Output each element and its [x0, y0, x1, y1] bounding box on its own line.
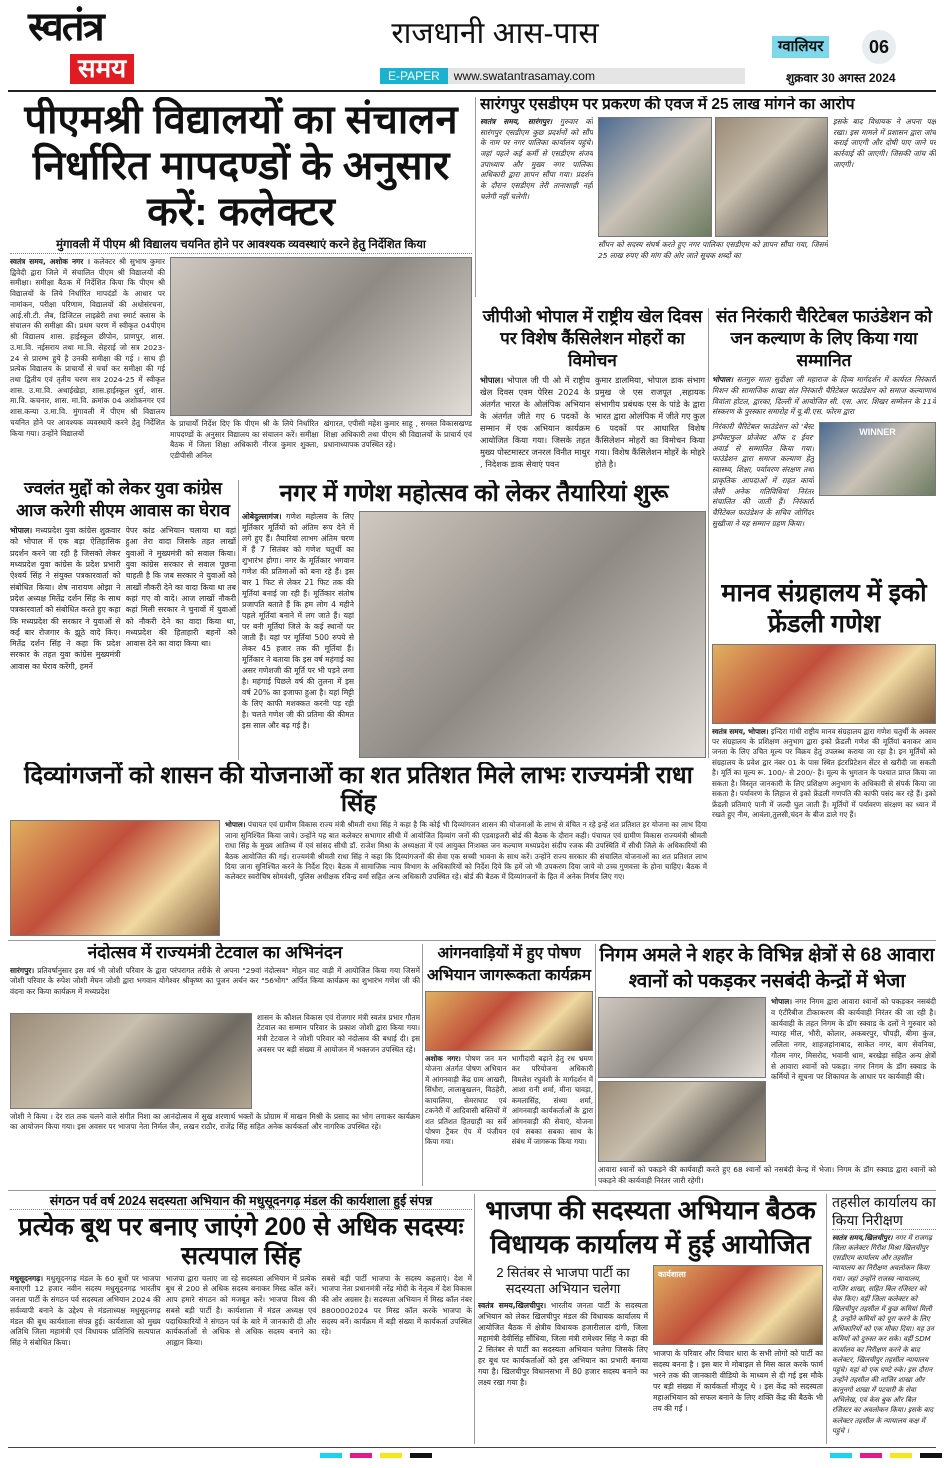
a3-text: भोपाल जी पी ओ में राष्ट्रीय खेल दिवस एवम पेरिस 2024 के अंतर्गत भारत के ओलंपिक अभियान के अंतर्गत जीते गए 6 पदकों के सम्मान में एक अभियान कार्यक्रम आयोजित किया गया। जिसके तहत मुख्य पोस्टमास्टर जनरल विनीत माथुर , निदेशक डाक सेवाएं पवन [480, 375, 590, 469]
article-madhusudangarh [10, 1193, 472, 1444]
a13-subhead: 2 सितंबर से भाजपा पार्टी का सदस्यता अभियान चलेगा [496, 1264, 630, 1296]
a8-text: पंचायत एवं ग्रामीण विकास राज्य मंत्री श्रीमती राधा सिंह ने कहा है कि कोई भी दिव्यांगजन शासन की योजनाओं के लाभ से वंचित न रहे इन्हें शत प्रतिशत हर योजना का लाभ दिया जाना सुनिश्चित किया जाये। उन्होंने यह बात कलेक्टर सभागार सीधी में आयोजित दिव्यांग जनों की एडवाइजरी बोर्ड की बैठक के दौरान कही। पंचायत एवं ग्रामीण विकास राज्यमंत्री श्रीमती राधा सिंह के मुख्य आतिथ्य में एवं सांसद सीधी डॉ. राजेश मिश्रा के अध्यक्षता में एवं आयुक्त निःशक्त जन कल्याण मध्यप्रदेश संदीप रजक की उपस्थिति में सीधी जिले के अधिकारियों की बैठक आयोजित की गई। राज्यमंत्री श्रीमती राधा सिंह ने कहा कि दिव्यांगजनों की सेवा एक सच्ची भावना के साथ करें। उन्होंने राज्य सरकार की संचालित योजनाओं का शत प्रतिशत लाभ दिया जाना सुनिश्चित करने के निर्देश दिए। बैठक में सामाजिक न्याय विभाग के अधिकारियों को निर्देश दिये कि हमें जो भी उपकरण दिया जाये वो उच्च गुणवत्ता के होना चाहिए। बैठक में कलेक्टर स्वरोचिष सोमवंशी, पुलिस अधीक्षक रविन्द्र वर्मा सहित अन्य अधिकारी उपस्थित रहे। बोर्ड की बैठक में दिव्यांगजनों के हित में अनेक निर्णय लिए गए। [225, 820, 707, 882]
a3-dateline: भोपाल। [480, 375, 504, 386]
a5-text: मध्यप्रदेश युवा कांग्रेस शुक्रवार को भोपाल में एक बड़ा ऐतिहासिक प्रदर्शन करने जा रही है जिसको लेकर मध्यप्रदेश युवा कांग्रेस के प्रदेश प्रभारी ऐश्वर्य सिंह ने संयुक्त पत्रकारवार्ता को संबोधित किया। शेष नारायण ओझा ने प्रदेश अध्यक्ष मितेंद्र दर्शन सिंह के साथ पत्रकारवार्ता को संबोधित करते हुए कहा कि मध्यप्रदेश की सरकार ने युवाओं से कई बार रोजगार के झूठे वादे किए। मितेंद्र दर्शन सिंह ने कहा कि प्रदेश सरकार के तहत युवा कांग्रेस मुख्यमंत्री आवास का घेराव करेंगी, हमनें [10, 526, 121, 671]
a4-headline: संत निरंकारी चैरिटेबल फाउंडेशन को जन कल्याण के लिए किया गया सम्मानित [715, 307, 932, 371]
a14-text: नगर में राजगढ़ जिला कलेक्टर गिरीश मिश्रा खिलचीपुर एसडीएम कार्यालय और तहसील न्यायालय का निरीक्षण अवलोकन किया गया। जहां उन्होंने राजस्व न्यायालय, नाजिर शाखा, सहित बिल रजिस्टर को चेक किए। वहीं जिला कलेक्टर को खिलचीपुर तहसील में कुछ कमियां मिली है, उन्होंने कमियों को पूरा करने के लिए अधिकारियों को एक मौका दिया। यह उन कमियों को दुरुस्त कर सके। वहीं SDM कार्यालय का निरीक्षण करने के बाद कलेक्टर, खिलचीपुर तहसील न्यायालय पहुंचे। यहां वो एक घण्टे रुके। इस दौरान उन्होंने तहसील की नाजिर शाखा और कानूनगो शाखा में पटवारी के सेवा अभिलेख, एवं केस बुक और बिल रजिस्टर का अवलोकन किया। इसके बाद कलेक्टर तहसील के न्यायालय कक्ष में पहुंचे । [832, 1234, 934, 1435]
a2-body-right: इसके बाद विधायक ने अपना पक्ष रखा। इस मामले में प्रशासन द्वारा जांच कराई जाएगी और दोषी पाए जाने पर कार्रवाई की जाएगी। जिसकी जांच की जाएगी। [833, 116, 936, 169]
a6-text: गणेश महोत्सव के लिए मूर्तिकार मूर्तियों को अंतिम रूप देने में लगे हुए हैं। तैयारियां लाभग अंतिम चरण में हैं 7 सितंबर को गणेश चतुर्थी का शुभारंभ होगा। नगर के मूर्तिकार भगवान गणेश की प्रतिमाओं को बना रहे हैं। इस बार 1 फिट से लेकर 21 फिट तक की मूर्तियां बनाई जा रही हैं। मूर्तिकार संतोष प्रजापति बताते हैं कि हम लोग 4 महीने पहले मूर्तियां बनाने में लग जाते हैं। यहां पर बनी मूर्तियां जिले के कई स्थानों पर जाती हैं। यहां पर मूर्तियां 500 रुपये से लेकर 45 हजार तक की मूर्तियां हैं। मूर्तिकार ने बताया कि इस वर्ष महंगाई का असर गणेशजी की मूर्ति पर भी पड़ने लगा है। महंगाई पिछले वर्ष की तुलना में इस वर्ष 20% का इजाफा हुआ है। यहां मिट्टी के लिए काफी मशक्कत करनी पड़ रही है। चलते गणेश जी की प्रतिमा की कीमत इस साल और बढ़ गई है। [242, 511, 354, 730]
article-stray-dogs [598, 943, 936, 1189]
a1-body [10, 257, 165, 473]
a2-dateline: स्वतंत्र समय, सारंगपुर। [480, 116, 553, 126]
a13-text: भारतीय जनता पार्टी के सदस्यता अभियान को लेकर खिलचीपुर मंडल की विधायक कार्यालय में आयोजित बैठक में क्षेत्रीय विधायक हजारीलाल दांगी, जिला महामंत्री देवीसिंह सौंधिया, जिला मंत्री रामेश्वर सिंह ने कहा की 2 सितंबर से पार्टी का सदस्यता अभियान चलेगा जिसके लिए हर बूथ पर कार्यकर्ताओं को इस अभियान का प्रभारी बनाया गया है। खिलचीपुर विधानसभा में 80 हजार सदस्य बनाने का लक्ष्य रखा गया है। [478, 1301, 648, 1388]
a7-headline: मानव संग्रहालय में इको फ्रेंडली गणेश [721, 579, 927, 639]
article-sarangpur-sdm [480, 96, 936, 302]
a2-caption: सौंपन को सदस्य संघर्ष करते हुए नगर पालिका एसडीएम को ज्ञापन सौंपा गया, जिसमें 25 लाख रुपए की मांग की ओर जाते सूचक शब्दों का [598, 240, 828, 260]
a4-text: सतगुरु माता सुदीक्षा जी महाराज के दिव्य मार्गदर्शन में कार्यरत निरंकारी मिशन की सामाजिक शाखा संत निरंकारी चैरिटेबल फाउंडेशन को समाज कल्याणार्थ विवांता होटल, द्वारका, दिल्ली में आयोजित सी. एस. आर. शिखर सम्मेलन के 11वें संस्करण के पुरस्कार समारोह में यू.बी.एस. फोरम द्वारा [712, 375, 936, 417]
logo-bottom: समय [70, 54, 134, 84]
a2-body [480, 117, 593, 302]
a14-headline: तहसील कार्यालय का किया निरीक्षण [832, 1194, 936, 1230]
a10-headline: आंगनवाड़ियों में हुए पोषण अभियान जागरूकता कार्यक्रम [426, 945, 592, 985]
website-link[interactable]: www.swatantrasamay.com [453, 69, 595, 83]
a13-body [478, 1300, 648, 1444]
article-gpo-bhopal [480, 306, 705, 490]
a8-dateline: भोपाल। [225, 820, 246, 830]
a11-dateline: भोपाल। [771, 997, 793, 1007]
a6-dateline: ओबेदुल्लागंज। [242, 511, 282, 521]
a8-body [225, 820, 707, 936]
a3-body-2: कुमार डालमिया, भोपाल डाक संभाग प्रमुख जे एस राजपूत ,सहायक संभागीय प्रबंधक एस के पांडे के द्वारा भारत द्वारा ओलंपिक में जीते गए कुल 6 पदकों पर आधारित विशेष कैंसिलेशन मोहरों का विमोचन किया गया। विशेष कैंसिलेशन मोहरें के मोहरे होते है। [595, 375, 705, 469]
a14-dateline: स्वतंत्र समय,खिलचीपुर। [832, 1234, 893, 1242]
ganesh-idols-photo [359, 511, 706, 758]
dog-squad-photo-2 [598, 1081, 766, 1162]
a5-body-1 [10, 525, 121, 760]
a10-dateline: अशोक नगर। [425, 1053, 461, 1063]
page-number: 06 [862, 30, 896, 64]
a9-dateline: सारंगपुर। [10, 965, 35, 975]
anganwadi-photo [425, 991, 593, 1051]
eco-ganesh-photo [712, 644, 936, 724]
a4-body-2: निरंकारी चैरिटेबल फाउंडेशन को 'बेस्ट इम्पैक्टफुल प्रोजेक्ट ऑफ द ईयर' अवार्ड से सम्मानित किया गया। फाउंडेशन द्वारा समाज कल्याण हेतु स्वास्थ्य, शिक्षा, पर्यावरण संरक्षण तथा प्राकृतिक आपदाओं में राहत कार्यों जैसी अनेक गतिविधियां निरंतर संचालित की जाती हैं। निरंकारी चैरिटेबल फाउंडेशन के सचिव जोगिंदर सुखीजा ने यह सम्मान ग्रहण किया। [712, 422, 814, 528]
divider [8, 1190, 936, 1191]
a11-headline: निगम अमले ने शहर के विभिन्न क्षेत्रों से 68 आवारा श्वानों को पकड़कर नसबंदी केन्द्रों में भेजा [599, 945, 935, 992]
divider [826, 1194, 827, 1444]
a13-dateline: स्वतंत्र समय,खिलचीपुर। [478, 1301, 547, 1311]
section-title: राजधानी आस-पास [391, 17, 599, 50]
a5-body-2: पेपर कांड अभियान चलाया था वहां हुआ तेरा वादा जिसके तहत लाखों युवाओं ने मुख्यमंत्री को सवाल किया। युवा कांग्रेस सरकार से सवाल पूछना चाहती है कि जब सरकार ने युवाओं को लाखों नौकरी देने का वादा किया था तब कहां गए वो वादे। आज लाखों नौकरी कहां मिली सरकार ने चुनावों में युवाओं को नौकरी देने का वादा किया था, मध्यप्रदेश की हिताहारी बहनों को आवास देने का वादा किया था। [125, 526, 236, 649]
a9-body-side: शासन के कौशल विकास एवं रोजगार मंत्री स्वतंत्र प्रभार गौतम टेटवाल का सम्मान परिवार के प्रकाश जोशी द्वारा किया गया। मंत्री टेटवाल ने जोशी परिवार को नंदोत्सव की बधाई दी। इस अवसर पर बड़ी संख्या में आयोजन में भक्तजन उपस्थित रहे। [257, 1012, 420, 1054]
a9-body [10, 966, 420, 1010]
masthead-rule [8, 90, 936, 92]
color-bars [830, 1453, 942, 1458]
a11-body [771, 997, 936, 1162]
officials-photo [715, 117, 829, 237]
a5-dateline: भोपाल। [10, 526, 33, 536]
divider [422, 944, 423, 1186]
a4-body [712, 375, 936, 419]
bjp-meeting-photo [653, 1265, 823, 1345]
a12-body-1 [10, 1274, 161, 1444]
a2-text: गुरुवार को सारंगपुर एसडीएम कुछ प्रदर्शनों को सौंप के नाम पर नगर पालिका कार्यालय पहुंचे। जहां पहले कई कर्मी से एसडीएम संजय उपाध्याय और मुख्य नगर पालिका अधिकारी द्वारा ज्ञापन सौंपा गया। प्रदर्शन के दौरान एसडीएम तेरी तानाशाही नहीं चलेगी नहीं चलेगी। [480, 116, 593, 201]
article-youth-congress [10, 478, 236, 760]
a7-body [712, 727, 936, 939]
a7-text: इन्दिरा गांधी राष्ट्रीय मानव संग्रहालय द्वारा गणेश चतुर्थी के अवसर पर संग्रहालय के प्रशिक्षण अनुभाग द्वारा इको फ्रेंडली गणेश की मूर्तियां बनाकर आम जनता के लिए उचित मूल्य पर विक्रय हेतु उपलब्ध कराया जा रहा है। इन मूर्तियों को संग्रहालय के प्रवेश द्वार नंबर 01 के पास स्थित इंटरप्रिटेशन सेंटर से खरीदी जा सकती है। मूर्ति का मूल्य रू. 100/- से 200/- है। मूल्य के भुगतान के पश्चात प्राप्त किया जा सकता है। विस्तृत जानकारी के लिए प्रशिक्षण अनुभाग के अधिकारी से संपर्क किया जा सकता है। पर्यावरण के लिहाज से इको फ्रेंडली गणपति की काफी पसंद कर रहे हैं। इको फ्रेंडली प्रतिमाएं पानी में जल्दी घुल जाती हैं। मूर्तियों में पर्यावरण संरक्षण का ध्यान में रखते हुए नीम, आवंला,तुलसी,चंदन के बीज डाले गए हैं। [712, 726, 936, 819]
a10-body-2: भागीदारी बढ़ाने हेतु रथ भ्रमण कर परियोजना अधिकारी विमलेश रघुवंशी के मार्गदर्शन में आशा रानी शर्मा, मीना चावड़ा, कमलासिंह, संध्या शर्मा, आंगनवाड़ी कार्यकर्ताओं के द्वारा आंगनवाड़ी की सेवाएं, योजना एवं सबका सबका साथ के संबंध में जागरूक किया गया। [511, 1053, 593, 1147]
divyang-illustration [10, 820, 220, 936]
dog-squad-photo-1 [598, 997, 766, 1078]
article-bjp-membership [478, 1194, 823, 1444]
article-eco-ganesh [712, 578, 936, 938]
a12-headline: प्रत्येक बूथ पर बनाए जाएंगे 200 से अधिक सदस्यः सत्यपाल सिंह [18, 1213, 464, 1270]
epaper-bar [380, 68, 745, 84]
a8-headline: दिव्यांगजनों को शासन की योजनाओं का शत प्रतिशत मिले लाभः राज्यमंत्री राधा सिंह [24, 762, 693, 817]
logo-top: स्वतंत्र [28, 3, 103, 50]
a4-dateline: भोपाल। [712, 375, 734, 385]
meeting-photo [170, 257, 472, 416]
divider [8, 1447, 936, 1448]
a5-headline: ज्वलंत मुद्दों को लेकर युवा कांग्रेस आज करेगी सीएम आवास का घेराव [15, 479, 231, 521]
a1-headline: पीएमश्री विद्यालयों का संचालन निर्धारित मापदण्डों के अनुसार करें: कलेक्टर [24, 98, 458, 234]
divider [238, 480, 239, 760]
award-banner-text: WINNER [859, 427, 896, 438]
a12-body-3: सबसे बड़ी पार्टी भाजपा के सदस्य कहलाएं। देश में भाजपा नेता प्रधानमंत्री नरेंद्र मोदी के नेतृत्व में देश विकास की ओर अग्रसर है। सदस्यता अभियान में मिस्ड कॉल नंबर 8800002024 पर मिस्ड कॉल करके भाजपा के सदस्य बनें। कार्यक्रम में बड़ी संख्या में कार्यकर्ता उपस्थित रहे। [321, 1273, 472, 1337]
a6-headline: नगर में गणेश महोत्सव को लेकर तैयारियां शुरू [279, 480, 669, 507]
a11-text: नगर निगम द्वारा आवारा श्वानों को पकड़कर नसबंदी व एंटीरैबीज टीकाकरण की कार्यवाही निरंतर की जा रही है। कार्यवाही के तहत निगम के डॉग स्क्वाड के दलों ने गुरुवार को ग्यारह मील, भौरी, कोलार, अकबरपुर, चौपड़ी, बीमा कुंज, ललिता नगर, शाहजहांनाबाद, साकेत नगर, बाग सेवनिया, गौतम नगर, मिसरोद, भवानी धाम, बरखेड़ा सहित अन्य क्षेत्रों से आवारा श्वानों को पकड़ा। नगर निगम के डॉग स्क्वाड के कर्मियों ने सूचना पर शिकायत के आधार पर कार्यवाही की। [771, 997, 936, 1082]
article-nandotsav [10, 943, 420, 1187]
a12-text: मधुसूदनगढ़ मंडल के 60 बूथों पर भाजपा बनाएगी 12 हजार नवीन सदस्य मधुसूदनगढ़ भारतीय जनता पार्टी के संगठन पर्व सदस्यता अभियान 2024 की सर्वव्यापी बनाने के उद्देश्य से मंडलाध्यक्ष मधुसूदनगढ़ मंडल की बूथ कार्यशाला संपन्न हुई। कार्यशाला को मुख्य अतिथि जिला महामंत्री एवं विधायक प्रतिनिधि सत्यपाल सिंह ने संबोधित किया। [10, 1273, 161, 1348]
article-ganesh-mahotsav [242, 480, 706, 758]
article-anganwadi [425, 943, 593, 1187]
epaper-label: E-PAPER [380, 68, 448, 84]
a11-caption: आवारा श्वानों को पकड़ने की कार्यवाही करते हुए 68 श्वानों को नसबंदी केन्द्र में भेजा। निगम के डॉग स्क्वाड द्वारा श्वानों को पकड़ने की कार्यवाही निरंतर जारी रहेगी। [598, 1165, 936, 1185]
article-tehsil [832, 1194, 936, 1444]
a6-body [242, 511, 354, 758]
divider [8, 940, 936, 941]
a1-subhead: मुंगावली में पीएम श्री विद्यालय चयनित होने पर आवश्यक व्यवस्थाएं करने हेतु निर्देशित किया [10, 238, 472, 254]
article-nirankari [712, 306, 936, 576]
issue-date: शुक्रवार 30 अगस्त 2024 [786, 71, 896, 85]
divider [474, 1194, 475, 1444]
a12-body-2: भाजपा द्वारा चलाए जा रहे सदस्यता अभियान में प्रत्येक बूथ से 200 से अधिक सदस्य बनाकर मिस्ड कॉल करें। आप हमारे संगठन को मजबूत करें। भाजपा विश्व की सबसे बड़ी पार्टी है। कार्यशाला में मंडल अध्यक्ष एवं पदाधिकारियों ने संगठन पर्व के बारे में जानकारी दी और कार्यकर्ताओं से अधिक से अधिक सदस्य बनाने का आह्वान किया। [165, 1273, 317, 1348]
a2-headline: सारंगपुर एसडीएम पर प्रकरण की एवज में 25 लाख मांगने का आरोप [480, 96, 855, 113]
a7-dateline: स्वतंत्र समय, भोपाल। [712, 726, 769, 736]
a13-body-2: भाजपा के परिवार और विचार धारा के सभी लोगो को पार्टी का सदस्य बनना है । इस बार मे मोबाइल से मिस काल करके फार्म भरने तक की जानकारी वीडियो के माध्यम से दी गई इस मौके पर बड़ी संख्या में कार्यकर्ता मौजूद थे । इस केंद्र को सदस्यता महाअभियान को सफल बनाने के लिए शक्ति केंद्र की बैठके भी तय की गईं । [653, 1348, 823, 1413]
divider [595, 944, 596, 1186]
award-photo [819, 422, 936, 496]
a1-caption-1: के प्राचार्यों निर्देश दिए कि पीएम श्री के लिये निर्धारित मापदण्डों के अनुसार विद्यालय का संचालन करें। समीक्षा बैठक में जिला शिक्षा अधिकारी नीरज कुमार शुक्ला, एडीपीसी अनिल [170, 419, 319, 461]
a9-headline: नंदोत्सव में राज्यमंत्री टेटवाल का अभिनंदन [87, 943, 343, 962]
a12-dateline: मधुसूदनगढ़। [10, 1273, 44, 1283]
protest-photo [598, 117, 712, 237]
divider [475, 97, 476, 297]
a13-headline: भाजपा की सदस्यता अभियान बैठक विधायक कार्यालय में हुई आयोजित [485, 1195, 816, 1259]
article-divyangjan [10, 762, 707, 936]
a9-body-bottom: जोशी ने किया । देर रात तक चलने वाले संगीत निशा का आनंदोत्सव में सुख शरणार्थ भक्तों के प्रोग्राम में माखन मिश्री के प्रसाद का भोग लगाकर कार्यक्रम का आयोजन किया गया। इस अवसर पर भाजपा नेता निर्मल जैन, लखन राठौर, राजेंद्र सिंह सहित अनेक कार्यकर्ता और नागरिक उपस्थित रहे। [10, 1111, 420, 1132]
a3-headline: जीपीओ भोपाल में राष्ट्रीय खेल दिवस पर विशेष कैंसिलेशन मोहरों का विमोचन [482, 307, 703, 371]
a1-text: कलेक्टर श्री सुभाष कुमार द्विवेदी द्वारा जिले में संचालित पीएम श्री विद्यालयों की समीक्षा। समीक्षा बैठक में निर्देशित किया कि पीएम श्री विद्यालयों के लिये निर्धारित मापदंडों के आधार पर नामांकन, परीक्षा परिणाम, विद्यालयों की अधोसंरचना, आई.सी.टी. लैब, डिजिटल लाइब्रेरी तथा स्मार्ट क्लास के संचालन की समीक्षा की। प्रथम चरण में स्वीकृत 04पीएम श्री विद्यालय शास. हाईस्कूल छीपोन, प्राणपुर, शास. उ.मा.वि. नईसराय तथा मा.वि. सेहराई जो सत्र 2023- 24 से प्रारम्भ हुये है उनकी समीक्षा की गई । साथ ही प्रत्येक विद्यालय के प्राचार्यों से चर्चा कर समीक्षा की गई तथा द्वितीय एवं तृतीय चरण सत्र 2024-25 में स्वीकृत शास. उ.मा.वि. अथाईखेड़ा, शास.हाईस्कूल धुर्रा, शास. मा.वि. कचनार, शास. मा.वि. क्रमांक 04 अशोकनगर एवं शास.कन्या उ.मा.वि. मुंगावली में पीएम श्री विद्यालय चयनित होने पर आवश्यक व्यवस्थायें करने हेतु निर्देशित किया गया। उन्होंने विद्यालयों [10, 256, 165, 438]
a1-dateline: स्वतंत्र समय, अशोक नगर । [10, 256, 90, 266]
a14-body [832, 1233, 936, 1444]
color-bars [320, 1453, 432, 1458]
photo-banner-text: कार्यशाला [658, 1269, 686, 1279]
a1-caption-2: खंगारत, एपीसी महेश कुमार साहू , समस्त विकासखण्ड शिक्षा अधिकारी तथा पीएम श्री विद्यालयों के प्राचार्य एवं प्रधानाध्यापक उपस्थित रहे। [323, 419, 472, 450]
a9-text: प्रतिवर्षानुसार इस वर्ष भी जोशी परिवार के द्वारा परंपरागत तरीके से अपना "29वां नंदोत्सव" मोहन वाट वाड़ी में आयोजित किया गया जिसमें जोशी परिवार के रुपेश जोशी मेघन जोशी द्वारा भगवान योगेश्वर श्रीकृष्ण का पूजन अर्चन कर "56भोग" अर्पित किया कार्यक्रम का शुभारंभ गणेश जी की वंदना कर किया कार्यक्रम में मध्यप्रदेश [10, 965, 420, 997]
article-pm-shri [10, 97, 472, 473]
a10-text: पोषण जन मन योजना अंतर्गत पोषण अभियान में आंगनवाड़ी केंद्र ग्राम आखरी, सिंधौरा, लालाबुखलन, विठहेरी, कायालिया, सेमराघाट एवं टकनेरी में आदिवासी बस्तियों में शत प्रतिशत हितग्राही का सर्वे पोषण ट्रैकर ऐप में पंजीयन किया गया। [425, 1053, 507, 1147]
city-label: ग्वालियर [772, 36, 829, 58]
a12-kicker: संगठन पर्व वर्ष 2024 सदस्यता अभियान की मधुसूदनगढ़ मंडल की कार्यशाला हुई संपन्न [10, 1193, 472, 1210]
a3-body-1 [480, 375, 590, 490]
a10-body-1 [425, 1054, 507, 1187]
nandotsav-photo [10, 1013, 252, 1109]
divider [708, 308, 709, 758]
